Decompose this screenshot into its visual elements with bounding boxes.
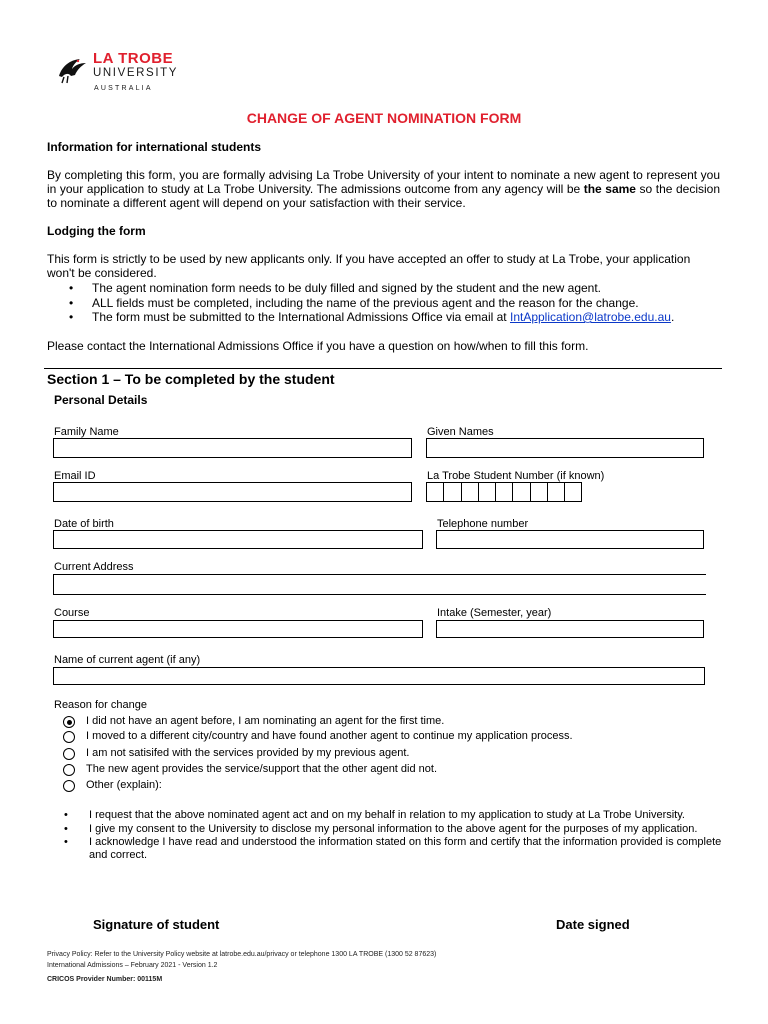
dob-input[interactable] (53, 530, 423, 549)
email-link[interactable]: IntApplication@latrobe.edu.au (509, 310, 671, 324)
reason-option-3: I am not satisifed with the services provided by my previous agent. (86, 747, 410, 759)
logo-line-3: AUSTRALIA (94, 85, 153, 92)
digit-box[interactable] (564, 482, 582, 502)
university-logo (56, 50, 196, 100)
form-title: CHANGE OF AGENT NOMINATION FORM (246, 110, 522, 126)
family-name-input[interactable] (53, 438, 412, 458)
digit-box[interactable] (547, 482, 565, 502)
given-names-label: Given Names (427, 426, 494, 438)
intro-text-2: so the decision to nominate a different agent will depend on your satisfaction with their service. (47, 182, 721, 210)
telephone-input[interactable] (436, 530, 704, 549)
digit-box[interactable] (512, 482, 530, 502)
digit-box[interactable] (461, 482, 479, 502)
intro-heading: Information for international students (47, 140, 262, 154)
reason-radio-4[interactable] (63, 764, 75, 776)
intake-input[interactable] (436, 620, 704, 638)
email-id-input[interactable] (53, 482, 412, 502)
lodging-heading: Lodging the form (47, 224, 146, 238)
list-item: • I request that the above nominated agent act and on my behalf in relation to my application to study at La Trobe University. (64, 809, 724, 822)
section-title: Section 1 – To be completed by the student (47, 371, 335, 387)
course-label: Course (54, 607, 90, 619)
digit-box[interactable] (478, 482, 496, 502)
address-input[interactable] (53, 574, 706, 595)
lodging-bullets (47, 281, 727, 325)
reason-radio-5[interactable] (63, 780, 75, 792)
list-item: • The agent nomination form needs to be duly filled and signed by the student and the new agent. (47, 281, 727, 296)
family-name-label: Family Name (54, 426, 119, 438)
privacy-policy: Privacy Policy: Refer to the University Policy website at latrobe.edu.au/privacy or telephone 1300 LA TROBE (1300 52 87623) (47, 951, 437, 958)
current-agent-label: Name of current agent (if any) (54, 654, 201, 666)
cricos-number: CRICOS Provider Number: 00115M (47, 976, 163, 983)
reason-radio-1[interactable] (63, 716, 75, 728)
student-number-input[interactable] (426, 482, 582, 502)
digit-box[interactable] (495, 482, 513, 502)
reason-option-4: The new agent provides the service/support that the other agent did not. (86, 763, 438, 775)
dob-label: Date of birth (54, 518, 114, 530)
intro-paragraph (47, 168, 720, 210)
section-subtitle: Personal Details (54, 393, 148, 407)
bullet-text: The form must be submitted to the International Admissions Office via email at (92, 310, 510, 324)
list-item (47, 310, 727, 325)
address-label: Current Address (54, 561, 134, 573)
current-agent-input[interactable] (53, 667, 705, 685)
intake-label: Intake (Semester, year) (437, 607, 552, 619)
reason-option-1: I did not have an agent before, I am nominating an agent for the first time. (86, 715, 445, 727)
date-signed-label: Date signed (556, 917, 630, 932)
version-info: International Admissions – February 2021 - Version 1.2 (47, 962, 218, 969)
digit-box[interactable] (426, 482, 444, 502)
bullet-suffix: . (670, 310, 675, 324)
intro-text-1: By completing this form, you are formally advising La Trobe University of your intent to nominate a new agent to represent you in your application to study at La Trobe University. The admissions outcome from any agency will be (47, 168, 720, 196)
logo-line-1: LA TROBE (93, 50, 174, 67)
logo-line-2: UNIVERSITY (93, 67, 179, 79)
course-input[interactable] (53, 620, 423, 638)
section-divider (44, 368, 722, 369)
list-item: • I give my consent to the University to disclose my personal information to the above agent for the purposes of my application. (64, 823, 724, 836)
given-names-input[interactable] (426, 438, 704, 458)
list-item: • I acknowledge I have read and understood the information stated on this form and certify that the information provided is complete and correct. (64, 836, 724, 861)
lodging-paragraph: This form is strictly to be used by new applicants only. If you have accepted an offer to study at La Trobe, your application won't be considered. (47, 252, 691, 280)
digit-box[interactable] (530, 482, 548, 502)
student-number-label: La Trobe Student Number (if known) (427, 470, 605, 482)
lyrebird-icon (56, 54, 90, 84)
reason-radio-3[interactable] (63, 748, 75, 760)
acknowledgement-list (64, 809, 724, 862)
signature-student-label: Signature of student (93, 917, 220, 932)
reason-label: Reason for change (54, 699, 147, 711)
reason-option-5: Other (explain): (86, 779, 162, 791)
email-id-label: Email ID (54, 470, 96, 482)
digit-box[interactable] (443, 482, 461, 502)
contact-paragraph: Please contact the International Admissions Office if you have a question on how/when to fill this form. (47, 339, 589, 353)
intro-text-bold: the same (583, 182, 636, 196)
list-item: • ALL fields must be completed, including the name of the previous agent and the reason for the change. (47, 296, 727, 311)
reason-option-2: I moved to a different city/country and have found another agent to continue my application process. (86, 730, 573, 742)
telephone-label: Telephone number (437, 518, 529, 530)
reason-radio-2[interactable] (63, 731, 75, 743)
